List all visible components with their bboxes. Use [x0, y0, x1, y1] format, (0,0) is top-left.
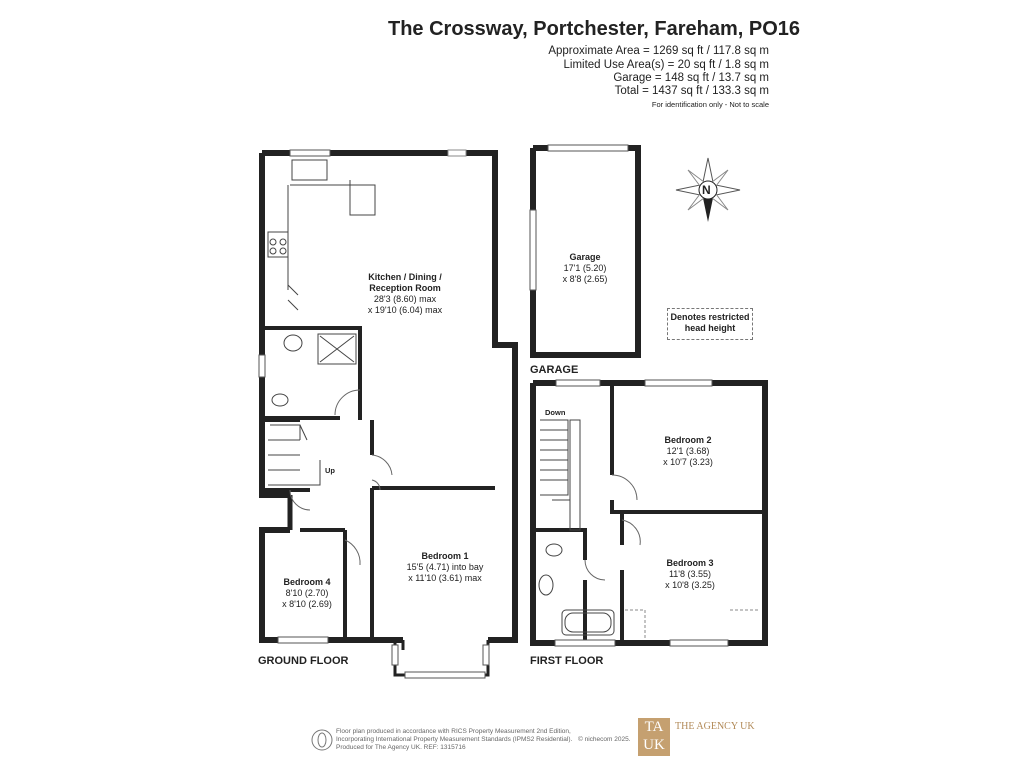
room-bedroom2-dim2: x 10'7 (3.23): [663, 457, 713, 467]
total-area: Total = 1437 sq ft / 133.3 sq m: [614, 85, 769, 97]
page-title: The Crossway, Portchester, Fareham, PO16: [388, 18, 801, 40]
restricted-head-height-legend: Denotes restricted head height: [667, 308, 753, 340]
footer-copyright: © nichecom 2025.: [578, 736, 631, 743]
room-kitchen-dim1: 28'3 (8.60) max: [373, 294, 437, 304]
compass-label: N: [702, 183, 711, 197]
room-bedroom2-dim1: 12'1 (3.68): [666, 446, 710, 456]
first-floor-label: FIRST FLOOR: [530, 655, 604, 667]
room-kitchen-dim2: x 19'10 (6.04) max: [367, 305, 443, 315]
room-bedroom3-name: Bedroom 3: [666, 558, 714, 568]
agency-logo-mark: TA UK: [638, 718, 670, 756]
room-bedroom4: [272, 577, 342, 610]
limited-use-area: Limited Use Area(s) = 20 sq ft / 1.8 sq m: [563, 59, 769, 71]
ground-floor-label: GROUND FLOOR: [258, 655, 349, 667]
approximate-area: Approximate Area = 1269 sq ft / 117.8 sq m: [548, 45, 769, 57]
room-bedroom3-dim2: x 10'8 (3.25): [665, 580, 715, 590]
room-bedroom4-name: Bedroom 4: [283, 577, 331, 587]
room-bedroom3-dim1: 11'8 (3.55): [668, 569, 712, 579]
room-garage-dim2: x 8'8 (2.65): [562, 274, 608, 284]
room-bedroom4-dim1: 8'10 (2.70): [285, 588, 329, 598]
room-bedroom1-dim2: x 11'10 (3.61) max: [408, 573, 482, 583]
room-garage-name: Garage: [569, 252, 601, 262]
room-kitchen-name2: Reception Room: [369, 283, 441, 293]
room-bedroom4-dim2: x 8'10 (2.69): [282, 599, 332, 609]
room-bedroom2-name: Bedroom 2: [664, 435, 712, 445]
room-garage: [545, 252, 625, 285]
footer-seal-icon: [312, 730, 332, 750]
room-kitchen: [345, 272, 465, 316]
room-bedroom1-dim1: 15'5 (4.71) into bay: [406, 562, 484, 572]
room-bedroom1-name: Bedroom 1: [421, 551, 469, 561]
agency-logo-text: THE AGENCY UK: [675, 721, 755, 732]
garage-area: Garage = 148 sq ft / 13.7 sq m: [613, 72, 769, 84]
footer-note: Floor plan produced in accordance with RICS Property Measurement 2nd Edition, Incorporating International Property Measurement Standards (IPMS2 Residential). Produced for The Agency UK. REF: 1315716: [336, 728, 573, 751]
room-bedroom3: [650, 558, 730, 591]
room-bedroom2: [648, 435, 728, 468]
room-bedroom1: [395, 551, 495, 584]
disclaimer: For identification only - Not to scale: [651, 100, 769, 109]
stairs-down-label: Down: [545, 408, 566, 417]
ground-floor-inner-walls: [262, 328, 495, 675]
stairs-up-label: Up: [325, 466, 335, 475]
room-garage-dim1: 17'1 (5.20): [563, 263, 607, 273]
ground-floor-fixtures: [268, 150, 466, 565]
garage-floor-label: GARAGE: [530, 364, 579, 376]
room-kitchen-name1: Kitchen / Dining /: [368, 272, 442, 282]
